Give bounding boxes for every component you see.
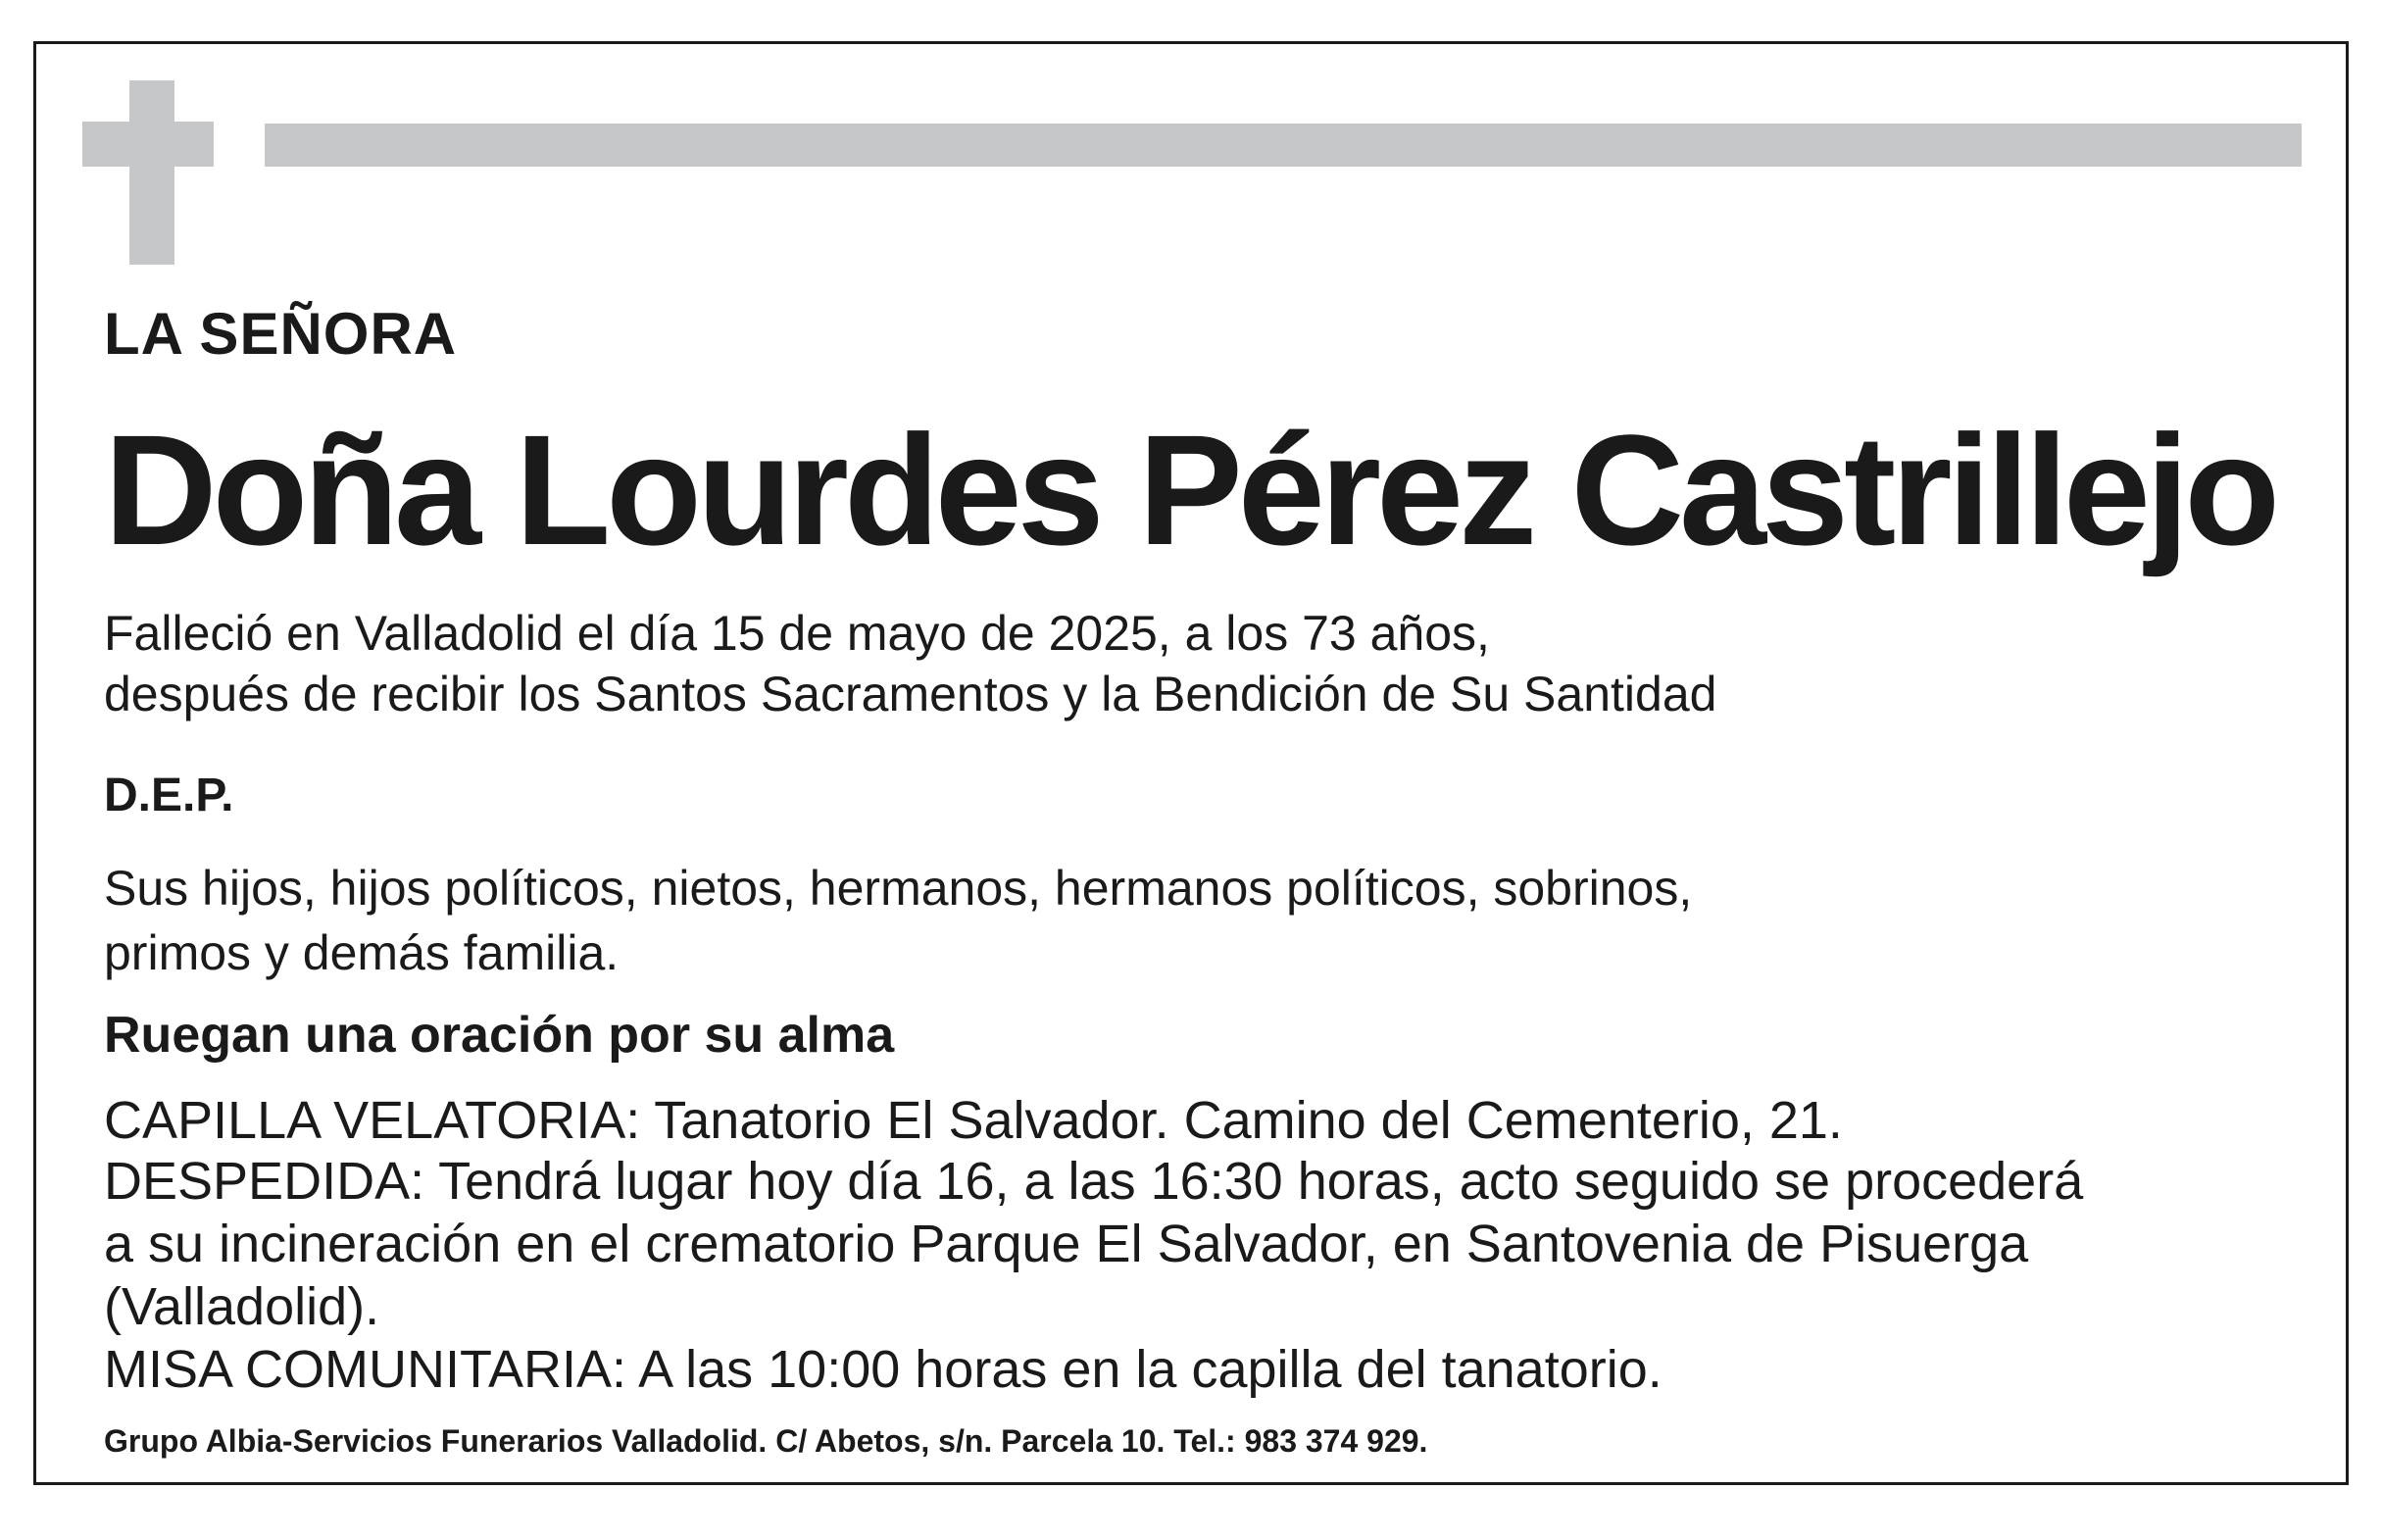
info-line-3: a su incineración en el crematorio Parque El Salvador, en Santovenia de Pisuerga xyxy=(104,1215,2029,1273)
info-line-2: DESPEDIDA: Tendrá lugar hoy día 16, a las 16:30 horas, acto seguido se procederá xyxy=(104,1152,2084,1211)
cross-icon xyxy=(129,80,174,265)
death-line-1: Falleció en Valladolid el día 15 de mayo de 2025, a los 73 años, xyxy=(104,606,1490,661)
title-label: LA SEÑORA xyxy=(104,301,458,367)
family-line-1: Sus hijos, hijos políticos, nietos, hermanos, hermanos políticos, sobrinos, xyxy=(104,861,1693,916)
info-line-5: MISA COMUNITARIA: A las 10:00 horas en la capilla del tanatorio. xyxy=(104,1340,1662,1399)
death-line-2: después de recibir los Santos Sacramentos y la Bendición de Su Santidad xyxy=(104,667,1717,721)
cross-icon-arm xyxy=(82,122,214,167)
funeral-home-footer: Grupo Albia-Servicios Funerarios Valladolid. C/ Abetos, s/n. Parcela 10. Tel.: 983 374 929. xyxy=(104,1423,1428,1459)
dep-text: D.E.P. xyxy=(104,770,234,821)
prayer-request: Ruegan una oración por su alma xyxy=(104,1007,895,1064)
deceased-name: Doña Lourdes Pérez Castrillejo xyxy=(104,402,2276,577)
info-line-1: CAPILLA VELATORIA: Tanatorio El Salvador. Camino del Cementerio, 21. xyxy=(104,1091,1843,1150)
info-line-4: (Valladolid). xyxy=(104,1277,380,1336)
header-divider-bar xyxy=(265,124,2302,167)
family-line-2: primos y demás familia. xyxy=(104,925,620,980)
